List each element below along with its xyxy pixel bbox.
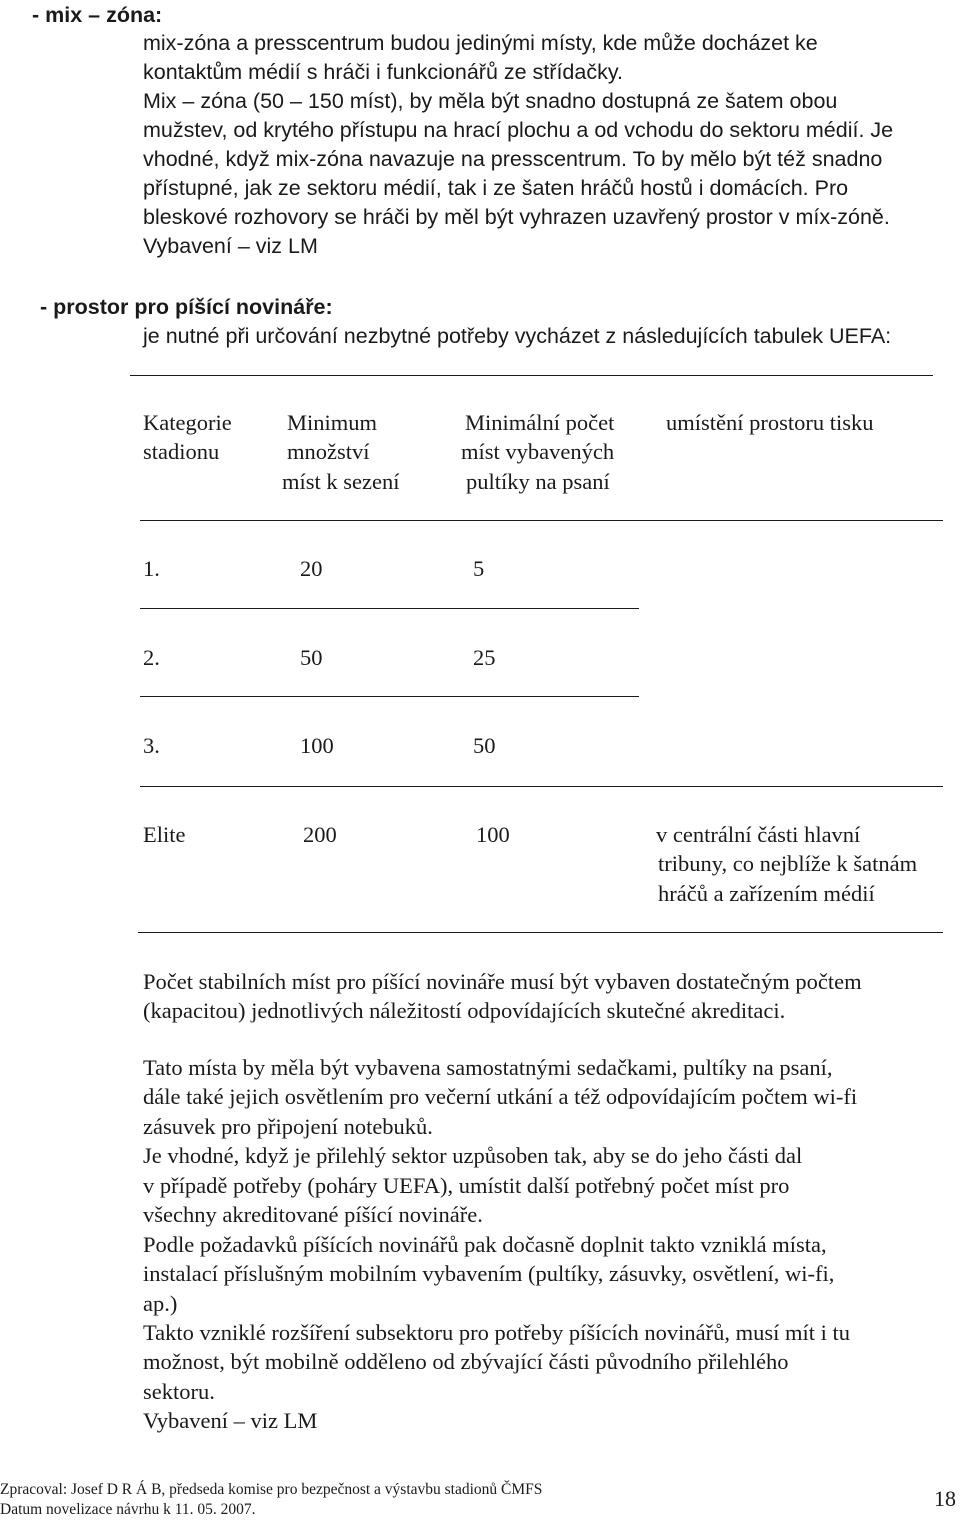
row-desks: 5	[473, 556, 485, 581]
paragraph-line: instalací příslušným mobilním vybavením (pultíky, zásuvky, osvětlení, wi-fi,	[143, 1261, 835, 1286]
header-desks-line: pultíky na psaní	[466, 469, 610, 494]
row-desks: 100	[476, 822, 510, 847]
header-location-line: umístění prostoru tisku	[666, 410, 874, 435]
table-header-rule	[140, 520, 943, 521]
section-heading-press-area: - prostor pro píšící novináře:	[40, 295, 333, 319]
header-category-line: stadionu	[143, 439, 220, 464]
row-category: 1.	[143, 556, 160, 581]
row-seats: 100	[300, 733, 334, 758]
row-location-line: tribuny, co nejblíže k šatnám	[658, 851, 918, 876]
row-rule	[140, 696, 639, 697]
text-line: kontaktům médií s hráči i funkcionářů ze střídačky.	[143, 60, 623, 84]
section-heading-mix-zone: - mix – zóna:	[32, 3, 163, 27]
row-rule	[140, 608, 639, 609]
header-seats-line: Minimum	[287, 410, 378, 435]
row-category: Elite	[143, 822, 186, 847]
paragraph-line: Takto vzniklé rozšíření subsektoru pro potřeby píšících novinářů, musí mít i tu	[143, 1320, 851, 1345]
paragraph-line: možnost, být mobilně odděleno od zbývající části původního přilehlého	[143, 1349, 789, 1374]
header-seats-line: množství	[287, 439, 370, 464]
paragraph-line: ap.)	[143, 1291, 178, 1316]
row-category: 2.	[143, 645, 160, 670]
section-intro: je nutné při určování nezbytné potřeby vycházet z následujících tabulek UEFA:	[143, 324, 892, 348]
paragraph-line: všechny akreditované píšící novináře.	[143, 1202, 483, 1227]
row-seats: 200	[303, 822, 337, 847]
paragraph-line: v případě potřeby (poháry UEFA), umístit další potřebný počet míst pro	[143, 1173, 790, 1198]
text-line: vhodné, když mix-zóna navazuje na presscentrum. To by mělo být též snadno	[143, 147, 883, 171]
header-desks-line: míst vybavených	[461, 439, 615, 464]
row-seats: 20	[300, 556, 323, 581]
text-line: přístupné, jak ze sektoru médií, tak i ze šaten hráčů hostů i domácích. Pro	[143, 176, 849, 200]
footer-date: Datum novelizace návrhu k 11. 05. 2007.	[0, 1501, 256, 1518]
text-line: mix-zóna a presscentrum budou jedinými místy, kde může docházet ke	[143, 31, 818, 55]
paragraph-line: Vybavení – viz LM	[143, 1408, 318, 1433]
table-bottom-rule	[138, 932, 943, 933]
row-location-line: v centrální části hlavní	[656, 822, 861, 847]
paragraph-line: Tato místa by měla být vybavena samostatnými sedačkami, pultíky na psaní,	[143, 1055, 833, 1080]
table-top-rule	[130, 375, 933, 376]
paragraph-line: dále také jejich osvětlením pro večerní utkání a též odpovídajícím počtem wi-fi	[143, 1084, 858, 1109]
paragraph-line: sektoru.	[143, 1379, 215, 1404]
page-number: 18	[934, 1486, 956, 1511]
text-line: bleskové rozhovory se hráči by měl být vyhrazen uzavřený prostor v míx-zóně.	[143, 205, 890, 229]
header-desks-line: Minimální počet	[465, 410, 615, 435]
paragraph-line: Podle požadavků píšících novinářů pak dočasně doplnit takto vzniklá místa,	[143, 1232, 827, 1257]
header-seats-line: míst k sezení	[282, 469, 400, 494]
row-seats: 50	[300, 645, 323, 670]
text-line: Mix – zóna (50 – 150 míst), by měla být snadno dostupná ze šatem obou	[143, 89, 838, 113]
paragraph-line: Počet stabilních míst pro píšící novináře musí být vybaven dostatečným počtem	[143, 969, 862, 994]
row-desks: 50	[473, 733, 496, 758]
footer-author: Zpracoval: Josef D R Á B, předseda komise pro bezpečnost a výstavbu stadionů ČMFS	[0, 1481, 543, 1498]
row-rule	[140, 786, 943, 787]
row-desks: 25	[473, 645, 496, 670]
paragraph-line: (kapacitou) jednotlivých náležitostí odpovídajících skutečné akreditaci.	[143, 998, 786, 1023]
text-line: mužstev, od krytého přístupu na hrací plochu a od vchodu do sektoru médií. Je	[143, 118, 894, 142]
paragraph-line: zásuvek pro připojení notebuků.	[143, 1114, 433, 1139]
header-category-line: Kategorie	[143, 410, 232, 435]
row-category: 3.	[143, 733, 160, 758]
text-line: Vybavení – viz LM	[143, 234, 318, 258]
row-location-line: hráčů a zařízením médií	[658, 881, 875, 906]
paragraph-line: Je vhodné, když je přilehlý sektor uzpůsoben tak, aby se do jeho části dal	[143, 1143, 803, 1168]
